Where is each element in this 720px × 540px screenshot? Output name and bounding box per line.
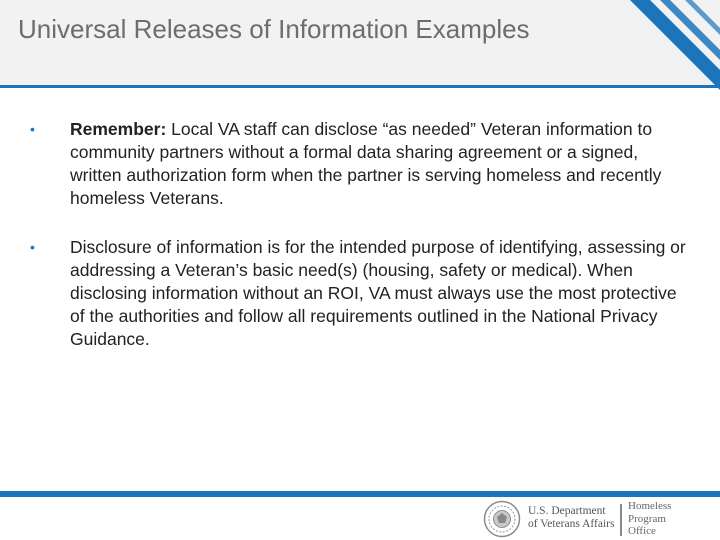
title-divider (0, 85, 720, 88)
org-line-2: of Veterans Affairs (528, 518, 615, 530)
bullet-body: Disclosure of information is for the intended purpose of identifying, assessing or addressing a Veteran’s basic need(s) (housing, safety or medical). When disclosing information without an ROI, VA must always use the most protective of the authorities and follow all requirements outlined in the National Privacy Guidance. (70, 237, 686, 349)
va-seal-icon (483, 500, 521, 538)
slide-title: Universal Releases of Information Examples (18, 14, 530, 44)
bullet-text (70, 119, 661, 208)
bullet-marker: • (30, 121, 35, 137)
footer-logo-divider (620, 504, 622, 536)
bullet-lead: Remember: (70, 119, 167, 139)
bullet-text (70, 237, 686, 349)
program-line-3: Office (628, 525, 656, 537)
program-line-2: Program (628, 512, 666, 525)
bullet-list (30, 118, 690, 377)
homeless-program-office-label (628, 500, 671, 538)
bullet-item-disclosure (30, 236, 690, 351)
footer-divider (0, 491, 720, 497)
va-department-name (528, 505, 614, 531)
org-line-1: U.S. Department (528, 505, 606, 517)
corner-stripes-decoration (600, 0, 720, 90)
program-line-1: Homeless (628, 500, 672, 512)
bullet-item-remember (30, 118, 690, 210)
bullet-marker: • (30, 239, 35, 255)
bullet-body: Local VA staff can disclose “as needed” Veteran information to community partners without a formal data sharing agreement or a signed, written authorization form when the partner is serving homeless and recently homeless Veterans. (70, 119, 662, 208)
